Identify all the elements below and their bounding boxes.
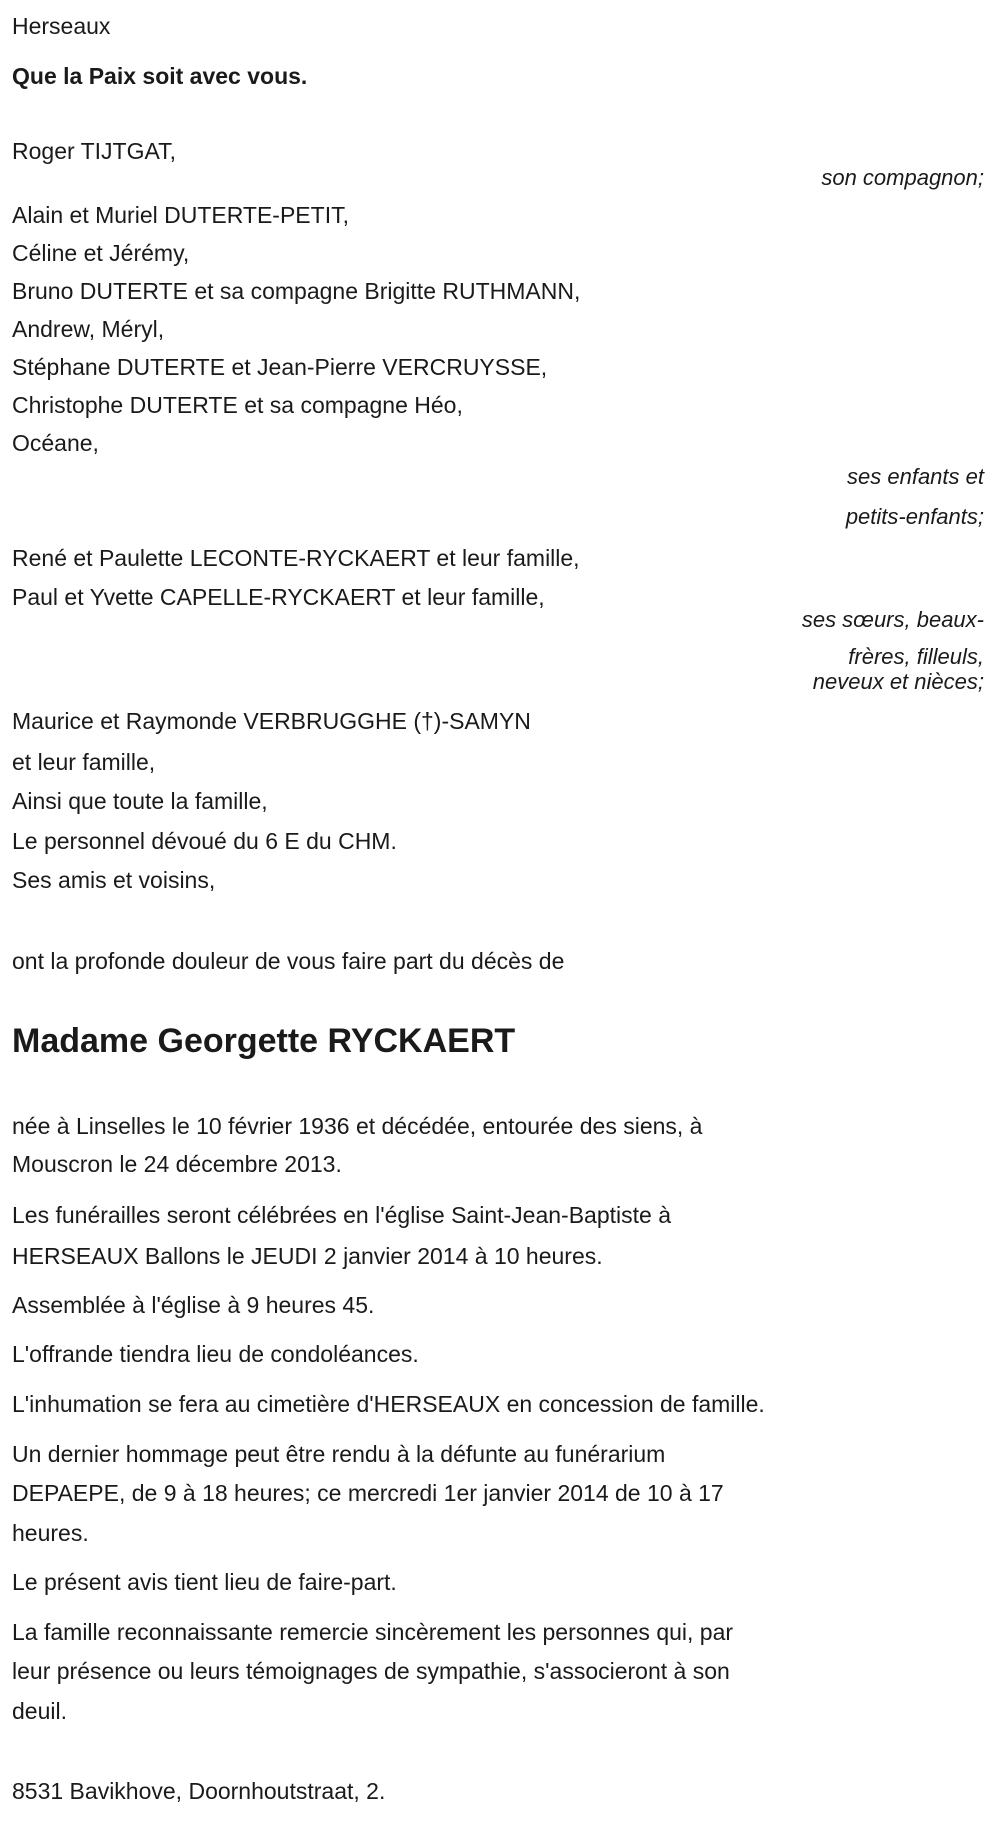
detail-line: Assemblée à l'église à 9 heures 45. — [12, 1292, 375, 1318]
other-line: Maurice et Raymonde VERBRUGGHE (†)-SAMYN — [12, 708, 531, 734]
child-line: Bruno DUTERTE et sa compagne Brigitte RUTHMANN, — [12, 278, 581, 304]
child-line: Océane, — [12, 430, 99, 456]
other-line: Ainsi que toute la famille, — [12, 788, 268, 814]
deceased-name: Madame Georgette RYCKAERT — [12, 1022, 516, 1060]
detail-line: Les funérailles seront célébrées en l'église Saint-Jean-Baptiste à — [12, 1202, 671, 1228]
companion: Roger TIJTGAT, — [12, 138, 177, 164]
detail-line: Mouscron le 24 décembre 2013. — [12, 1151, 342, 1177]
sibling-line: René et Paulette LECONTE-RYCKAERT et leur famille, — [12, 545, 580, 571]
detail-line: DEPAEPE, de 9 à 18 heures; ce mercredi 1er janvier 2014 de 10 à 17 — [12, 1480, 724, 1506]
siblings-role: frères, filleuls, — [848, 644, 984, 669]
siblings-role: ses sœurs, beaux- — [801, 607, 984, 632]
child-line: Christophe DUTERTE et sa compagne Héo, — [12, 392, 463, 418]
detail-line: HERSEAUX Ballons le JEUDI 2 janvier 2014 à 10 heures. — [12, 1243, 603, 1269]
detail-line: L'inhumation se fera au cimetière d'HERSEAUX en concession de famille. — [12, 1391, 765, 1417]
other-line: et leur famille, — [12, 749, 156, 775]
child-line: Andrew, Méryl, — [12, 316, 165, 342]
sibling-line: Paul et Yvette CAPELLE-RYCKAERT et leur famille, — [12, 584, 545, 610]
child-line: Alain et Muriel DUTERTE-PETIT, — [12, 202, 349, 228]
siblings-role: neveux et nièces; — [812, 669, 984, 694]
greeting: Que la Paix soit avec vous. — [12, 63, 308, 89]
place: Herseaux — [12, 13, 111, 39]
detail-line: leur présence ou leurs témoignages de sympathie, s'associeront à son — [12, 1658, 730, 1684]
children-role: ses enfants et — [847, 464, 984, 489]
child-line: Céline et Jérémy, — [12, 240, 190, 266]
detail-line: La famille reconnaissante remercie sincèrement les personnes qui, par — [12, 1619, 734, 1645]
detail-line: Un dernier hommage peut être rendu à la défunte au funérarium — [12, 1441, 666, 1467]
detail-line: L'offrande tiendra lieu de condoléances. — [12, 1341, 419, 1367]
other-line: Le personnel dévoué du 6 E du CHM. — [12, 828, 397, 854]
other-line: Ses amis et voisins, — [12, 867, 216, 893]
companion-role: son compagnon; — [821, 165, 984, 190]
announcement: ont la profonde douleur de vous faire part du décès de — [12, 948, 565, 974]
detail-line: deuil. — [12, 1698, 67, 1724]
detail-line: heures. — [12, 1520, 89, 1546]
detail-line: née à Linselles le 10 février 1936 et décédée, entourée des siens, à — [12, 1113, 703, 1139]
children-role: petits-enfants; — [845, 504, 984, 529]
child-line: Stéphane DUTERTE et Jean-Pierre VERCRUYSSE, — [12, 354, 548, 380]
address: 8531 Bavikhove, Doornhoutstraat, 2. — [12, 1778, 386, 1804]
detail-line: Le présent avis tient lieu de faire-part. — [12, 1569, 397, 1595]
